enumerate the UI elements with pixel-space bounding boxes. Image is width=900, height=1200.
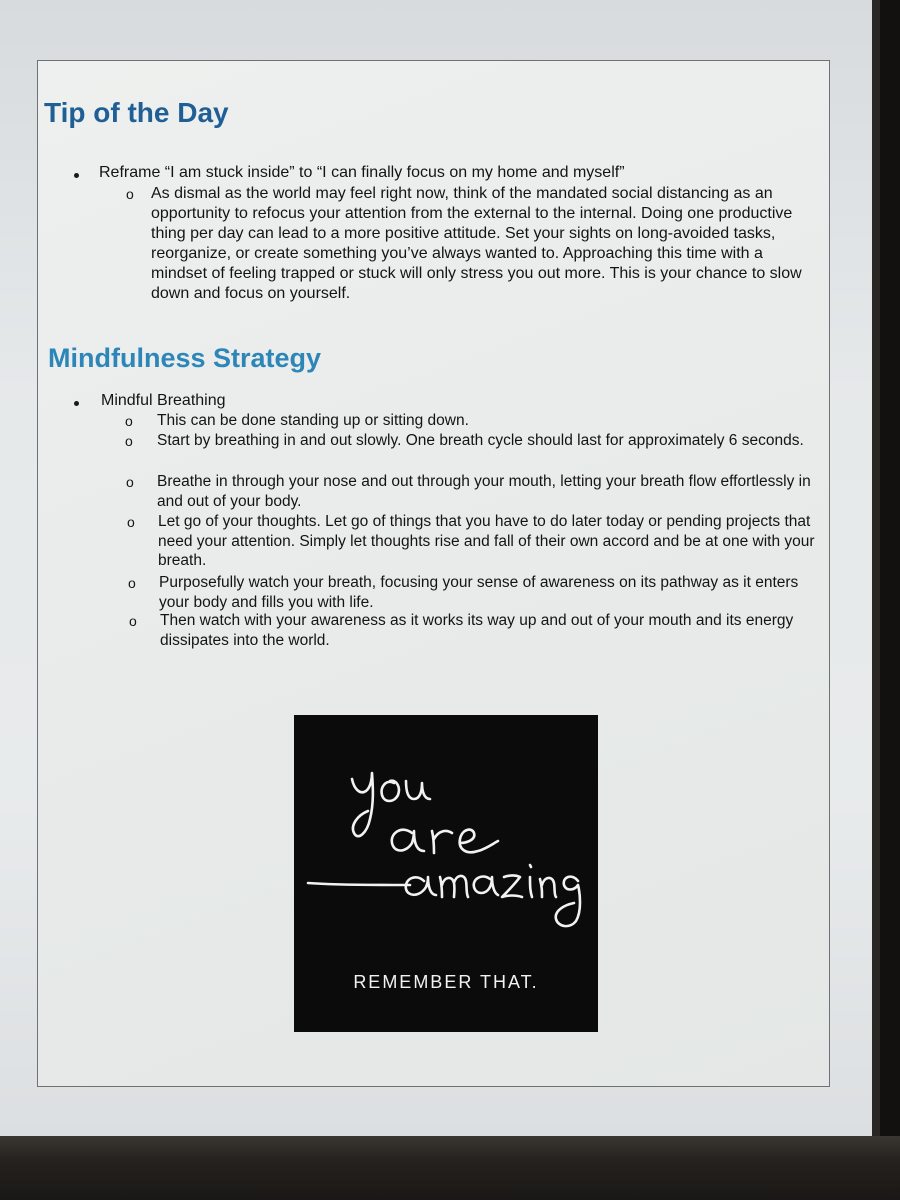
remember-that-caption: REMEMBER THAT. <box>353 972 539 992</box>
step-3-text: Breathe in through your nose and out through your mouth, letting your breath flow effortlessly in and out of your body. <box>157 473 811 510</box>
monitor-bezel <box>880 0 900 1150</box>
strategy-title: Mindful Breathing <box>101 392 226 409</box>
step-6-bullet-icon: o <box>129 613 137 629</box>
strategy-bullet-icon <box>74 401 79 406</box>
tip-title: Reframe “I am stuck inside” to “I can finally focus on my home and myself” <box>99 164 625 181</box>
tip-bullet-icon <box>74 173 79 178</box>
step-5-bullet-icon: o <box>128 575 136 591</box>
step-1-text: This can be done standing up or sitting down. <box>157 412 469 429</box>
step-4-bullet-icon: o <box>127 514 135 530</box>
tip-body-text: As dismal as the world may feel right now, think of the mandated social distancing as an opportunity to refocus your attention from the external to the internal. Doing one productive thing per day can lead to a more positive attitude. Set your sights on long-avoided tasks, reorganize, or create something you’ve always wanted to. Approaching this time with a mindset of feeling trapped or stuck will only stress you out more. This is your chance to slow down and focus on yourself. <box>151 185 802 302</box>
document-page <box>37 60 830 1087</box>
you-are-amazing-image <box>294 715 598 1032</box>
step-3-bullet-icon: o <box>126 474 134 490</box>
step-1-bullet-icon: o <box>125 413 133 429</box>
tip-of-the-day-heading: Tip of the Day <box>44 97 229 128</box>
document-content <box>38 61 829 1086</box>
step-2-text: Start by breathing in and out slowly. One breath cycle should last for approximately 6 seconds. <box>157 432 804 449</box>
step-2-bullet-icon: o <box>125 433 133 449</box>
mindfulness-strategy-heading: Mindfulness Strategy <box>48 343 322 373</box>
step-6-text: Then watch with your awareness as it works its way up and out of your mouth and its energy dissipates into the world. <box>160 612 794 649</box>
step-4-text: Let go of your thoughts. Let go of things that you have to do later today or pending projects that need your attention. Simply let thoughts rise and fall of their own accord and be at one with your breath. <box>158 513 815 569</box>
desk-surface <box>0 1136 900 1200</box>
step-5-text: Purposefully watch your breath, focusing your sense of awareness on its pathway as it enters your body and fills you with life. <box>159 574 799 611</box>
tip-sub-bullet-icon: o <box>126 186 134 202</box>
